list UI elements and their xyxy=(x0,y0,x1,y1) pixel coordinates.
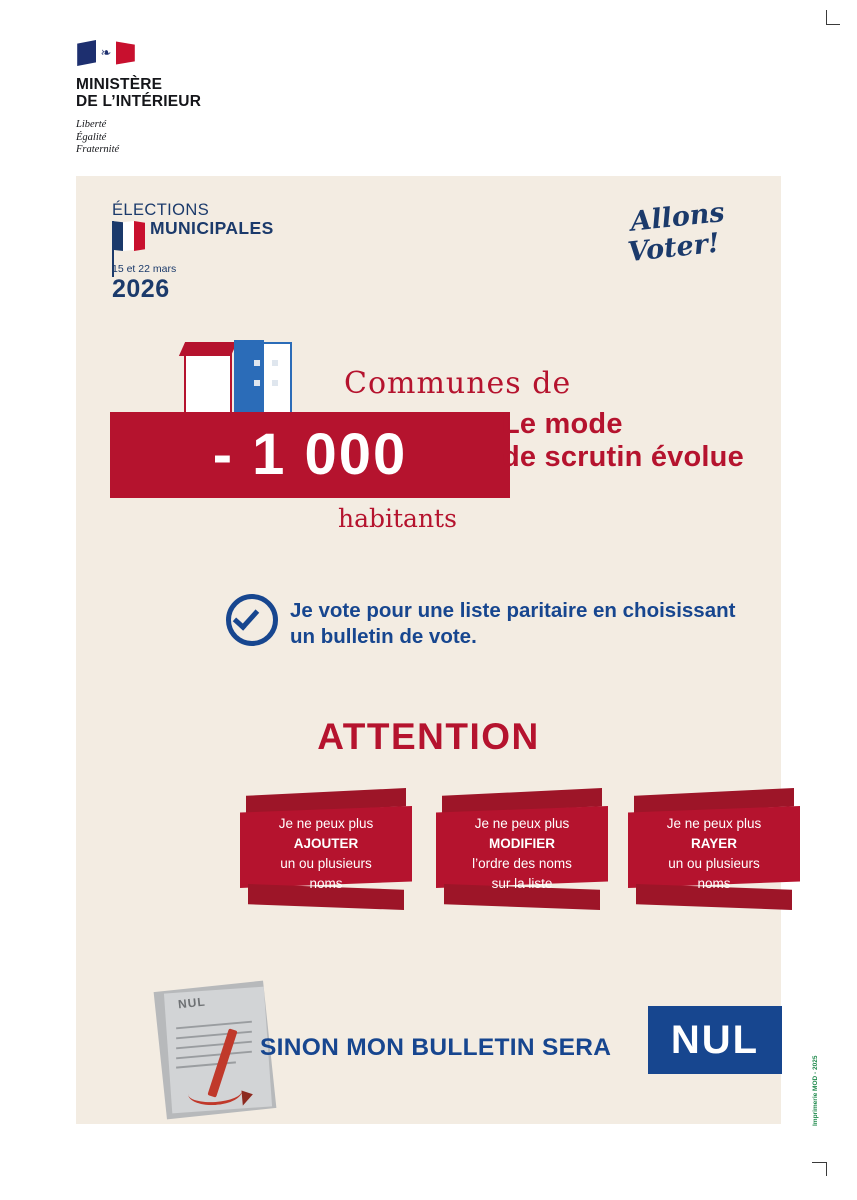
attention-ribbon xyxy=(240,788,412,928)
footer-credit xyxy=(812,1056,819,1126)
crop-mark-bottom-right xyxy=(826,1162,827,1176)
election-year: 2026 xyxy=(112,275,170,303)
ministry-name-line2: DE L’INTÉRIEUR xyxy=(76,93,202,110)
ribbon-intro: Je ne peux plus xyxy=(278,816,374,831)
elections-header xyxy=(112,201,412,303)
motto-egalite: Égalité xyxy=(76,131,107,143)
check-circle-icon xyxy=(226,594,278,646)
slogan-line2: Voter! xyxy=(626,227,722,269)
vote-statement-line1: Je vote pour une liste paritaire en choisissant xyxy=(290,599,736,622)
ribbon-detail-line2: noms xyxy=(309,876,343,891)
ribbon-action: RAYER xyxy=(690,836,738,851)
mode-scrutin-heading xyxy=(502,408,762,474)
poster xyxy=(76,176,781,1124)
ribbon-action: MODIFIER xyxy=(489,836,555,851)
municipales-label: MUNICIPALES xyxy=(150,218,274,238)
crop-mark-top-right-h xyxy=(826,24,840,25)
ribbon-action: AJOUTER xyxy=(293,836,359,851)
invalid-ballot-sentence: SINON MON BULLETIN SERA xyxy=(260,1034,612,1061)
ribbon-detail-line1: l’ordre des noms xyxy=(472,856,572,871)
french-flag-icon xyxy=(112,221,146,253)
ministry-motto xyxy=(76,119,356,157)
motto-liberte: Liberté xyxy=(76,119,107,130)
vote-statement xyxy=(290,598,760,650)
ribbon-intro: Je ne peux plus xyxy=(474,816,570,831)
habitants-label: habitants xyxy=(338,504,457,533)
ribbon-intro: Je ne peux plus xyxy=(666,816,762,831)
crop-mark-top-right xyxy=(826,10,827,24)
ribbon-detail-line1: un ou plusieurs xyxy=(280,856,372,871)
crop-mark-bottom-right-h xyxy=(812,1162,826,1163)
ribbon-detail-line2: sur la liste xyxy=(491,876,553,891)
communes-de-label: Communes de xyxy=(344,366,572,401)
ministry-name xyxy=(76,76,356,110)
houses-icon xyxy=(184,342,304,417)
slogan-line1: Allons xyxy=(629,197,727,238)
elections-label: ÉLECTIONS xyxy=(112,201,210,219)
motto-fraternite: Fraternité xyxy=(76,144,120,155)
mode-scrutin-line1: Le mode xyxy=(502,408,623,440)
population-threshold: - 1 000 xyxy=(212,422,408,487)
envelope-nul-label: NUL xyxy=(177,994,207,1012)
attention-ribbon xyxy=(436,788,608,928)
attention-ribbon xyxy=(628,788,800,928)
allons-voter-slogan xyxy=(623,196,751,288)
attention-title: ATTENTION xyxy=(317,716,540,757)
ribbon-detail-line1: un ou plusieurs xyxy=(668,856,760,871)
ministry-logo xyxy=(76,40,356,157)
french-flag-marianne-icon: ❧ xyxy=(76,40,138,70)
footer-credit-text: Imprimerie MOD - 2025 xyxy=(812,1055,819,1126)
ribbon-detail-line2: noms xyxy=(697,876,731,891)
mode-scrutin-line2: de scrutin évolue xyxy=(502,441,744,473)
ministry-name-line1: MINISTÈRE xyxy=(76,76,163,93)
nul-badge-label: NUL xyxy=(670,1018,760,1062)
election-dates: 15 et 22 mars xyxy=(112,263,177,275)
vote-statement-line2: un bulletin de vote. xyxy=(290,625,477,648)
